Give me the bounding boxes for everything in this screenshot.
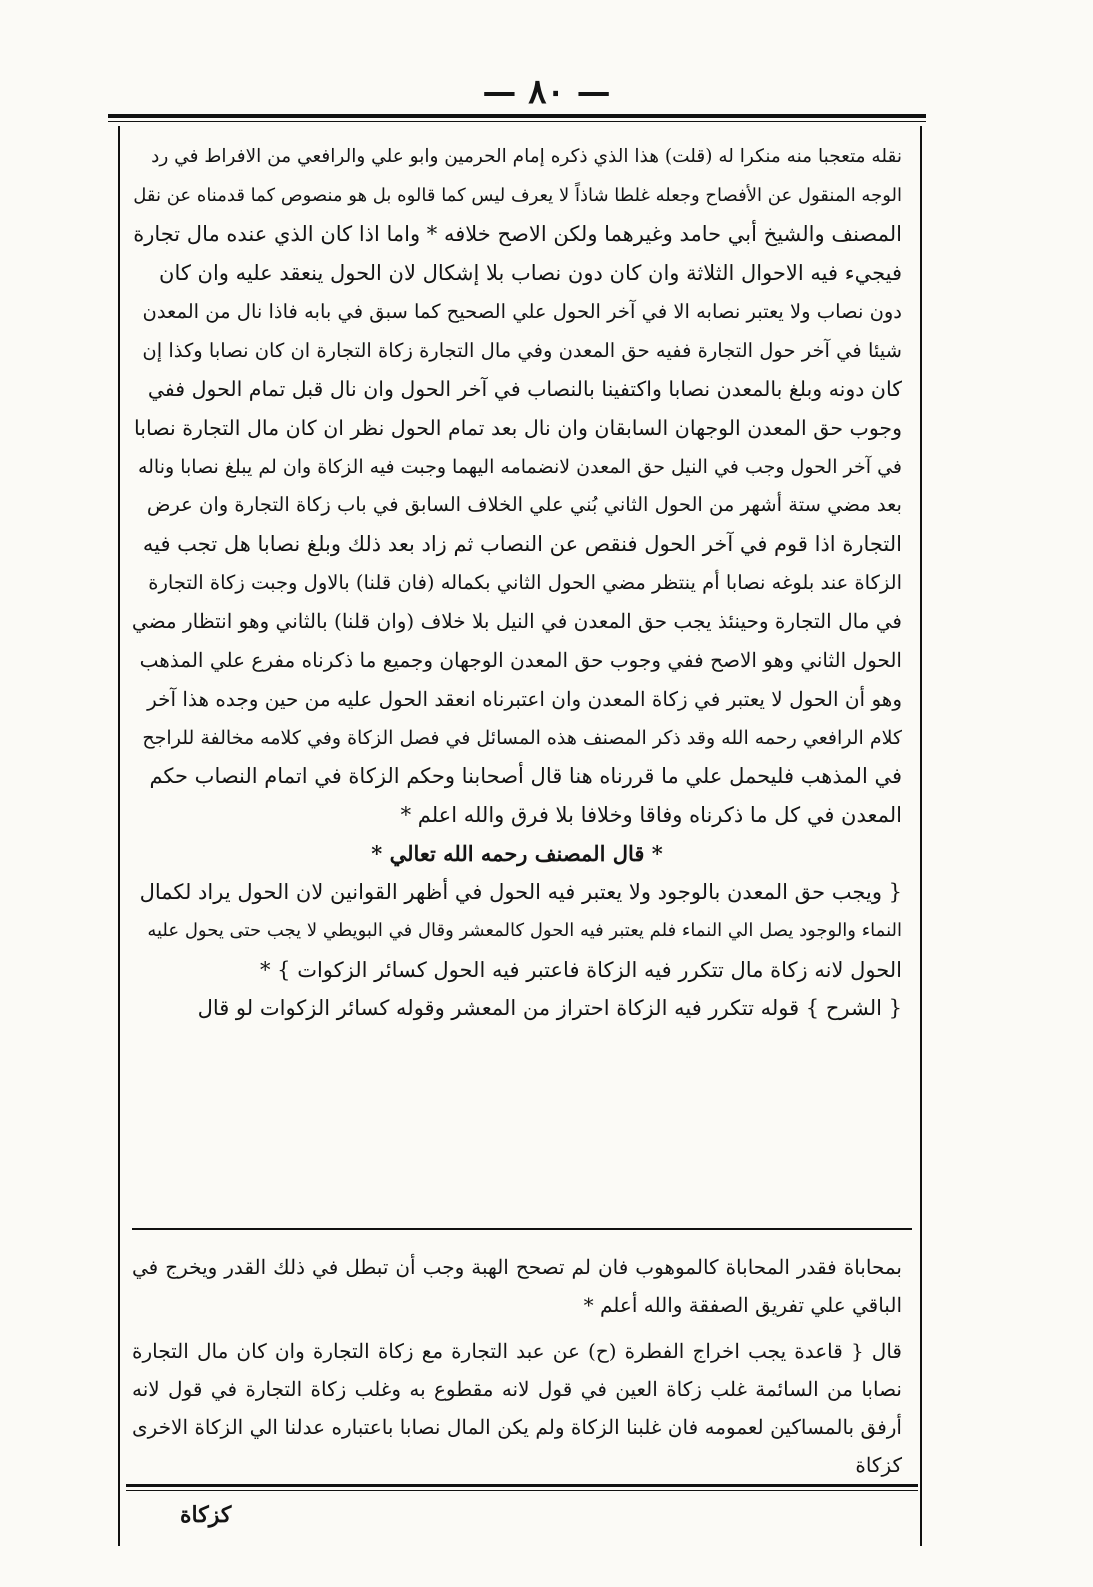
- main-line: نقله متعجبا منه منكرا له (قلت) هذا الذي ذكره إمام الحرمين وابو علي والرافعي من الافراط في رد: [151, 146, 902, 167]
- section-heading: * قال المصنف رحمه الله تعالي *: [371, 840, 663, 866]
- main-line: التجارة اذا قوم في آخر الحول فنقص عن النصاب ثم زاد بعد ذلك وبلغ نصابا هل تجب فيه: [142, 532, 902, 557]
- main-line: بعد مضي ستة أشهر من الحول الثاني بُني علي الخلاف السابق في باب زكاة التجارة وان عرض: [146, 493, 902, 517]
- bottom-rule: [126, 1484, 918, 1491]
- main-text: [132, 138, 902, 1028]
- main-line: الزكاة عند بلوغه نصابا أم ينتظر مضي الحول الثاني بكماله (فان قلنا) بالاول وجبت زكاة التجارة: [148, 570, 902, 594]
- main-line: وهو أن الحول لا يعتبر في زكاة المعدن وان اعتبرناه انعقد الحول عليه من حين وجده هذا آخر: [147, 686, 902, 711]
- main-line: المصنف والشيخ أبي حامد وغيرهما ولكن الاصح خلافه * واما اذا كان الذي عنده مال تجارة: [133, 222, 902, 247]
- main-line: الحول الثاني وهو الاصح ففي وجوب حق المعدن الوجهان وجميع ما ذكرناه مفرع علي المذهب: [139, 648, 902, 673]
- main-line: في المذهب فليحمل علي ما قررناه هنا قال أصحابنا وحكم الزكاة في اتمام النصاب حكم: [149, 764, 902, 789]
- main-line: كان دونه وبلغ بالمعدن نصابا واكتفينا بالنصاب في آخر الحول وان نال قبل تمام الحول ففي: [147, 377, 902, 402]
- top-rule: [108, 114, 926, 122]
- main-line: الوجه المنقول عن الأفصاح وجعله غلطا شاذاً لا يعرف ليس كما قالوه بل هو منصوص كما قدمناه عن نقل: [133, 184, 902, 206]
- main-line: شيئا في آخر حول التجارة ففيه حق المعدن وفي مال التجارة زكاة التجارة ان كان نصابا وكذا إن: [142, 338, 902, 362]
- sharh-line: { الشرح } قوله تتكرر فيه الزكاة احتراز من المعشر وقوله كسائر الزكوات لو قال: [197, 996, 902, 1021]
- main-line: فيجيء فيه الاحوال الثلاثة وان كان دون نصاب بلا إشكال لان الحول ينعقد عليه وان كان: [159, 261, 902, 286]
- main-line: في مال التجارة وحينئذ يجب حق المعدن في النيل بلا خلاف (وان قلنا) بالثاني وهو انتظار مضي: [132, 609, 902, 634]
- quote-line: الحول لانه زكاة مال تتكرر فيه الزكاة فاعتبر فيه الحول كسائر الزكوات } *: [259, 957, 902, 982]
- main-line: في آخر الحول وجب في النيل حق المعدن لانضمامه اليهما وجبت فيه الزكاة وان لم يبلغ نصابا وناله: [137, 455, 902, 478]
- page-number: — ٨٠ —: [482, 72, 611, 112]
- quote-line: { ويجب حق المعدن بالوجود ولا يعتبر فيه الحول في أظهر القوانين لان الحول يراد لكمال: [139, 880, 902, 905]
- main-line: المعدن في كل ما ذكرناه وفاقا وخلافا بلا فرق والله اعلم *: [400, 802, 902, 827]
- quote-line: النماء والوجود يصل الي النماء فلم يعتبر فيه الحول كالمعشر وقال في البويطي لا يجب حتى يحول عليه: [147, 920, 902, 942]
- main-line: وجوب حق المعدن الوجهان السابقان وان نال بعد تمام الحول نظر ان كان مال التجارة نصابا: [134, 415, 902, 440]
- footnote-paragraph: بمحاباة فقدر المحاباة كالموهوب فان لم تصحح الهبة وجب أن تبطل في ذلك القدر ويخرج في الباقي علي تفريق الصفقة والله أعلم *: [132, 1255, 902, 1317]
- main-line: دون نصاب ولا يعتبر نصابه الا في آخر الحول علي الصحيح كما سبق في بابه فاذا نال من المعدن: [142, 299, 902, 323]
- main-line: كلام الرافعي رحمه الله وقد ذكر المصنف هذه المسائل في فصل الزكاة وفي كلامه مخالفة للراجح: [142, 726, 902, 749]
- footnote-separator: [132, 1228, 912, 1230]
- catchword: كزكاة: [180, 1502, 232, 1528]
- footnote-paragraph: قال { قاعدة يجب اخراج الفطرة (ح) عن عبد التجارة مع زكاة التجارة وان كان مال التجارة نصابا من السائمة غلب زكاة العين في قول لانه مقطوع به وغلب زكاة التجارة في قول لانه أرفق بالمساكين لعمومه فان غلبنا الزكاة ولم يكن المال نصابا باعتباره عدلنا الي الزكاة الاخرى كزكاة: [132, 1339, 902, 1477]
- footnote: [132, 1248, 902, 1492]
